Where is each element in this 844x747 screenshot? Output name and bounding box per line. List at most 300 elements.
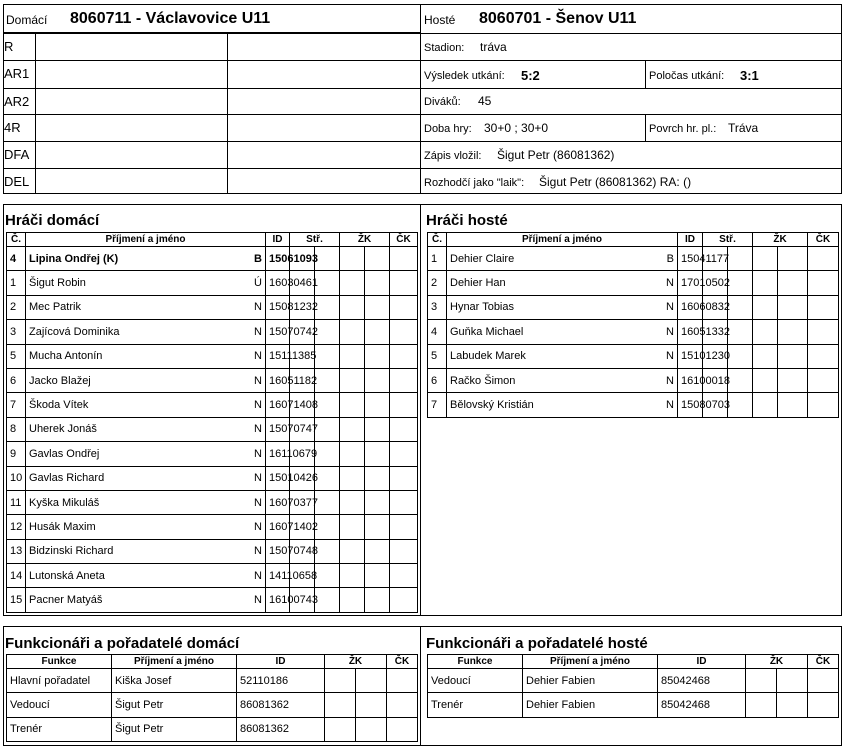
- player-flag: N: [189, 539, 266, 563]
- empty-cell: [340, 588, 365, 612]
- divider: [420, 60, 842, 61]
- empty-cell: [390, 344, 418, 368]
- empty-cell: [753, 393, 778, 417]
- player-id: 17010502: [678, 271, 703, 295]
- result-label: Výsledek utkání:: [424, 70, 505, 82]
- player-number: 4: [7, 247, 26, 271]
- player-flag: N: [189, 344, 266, 368]
- player-row: [7, 271, 418, 295]
- column-header: ŽK: [746, 655, 808, 669]
- player-id: 16100018: [678, 368, 703, 392]
- player-name: Gavlas Richard: [26, 466, 189, 490]
- empty-cell: [753, 295, 778, 319]
- player-id: 15070748: [266, 539, 290, 563]
- player-number: 5: [428, 344, 447, 368]
- empty-cell: [728, 393, 753, 417]
- empty-cell: [390, 539, 418, 563]
- column-header: ŽK: [753, 233, 808, 247]
- player-id: 15101230: [678, 344, 703, 368]
- player-number: 1: [7, 271, 26, 295]
- home-officials-table: [6, 654, 418, 742]
- player-number: 7: [7, 393, 26, 417]
- empty-cell: [390, 368, 418, 392]
- lay-referee-label: Rozhodčí jako "laik":: [424, 177, 525, 189]
- official-role-label: AR2: [4, 94, 30, 109]
- empty-cell: [365, 515, 390, 539]
- player-name: Uherek Jonáš: [26, 417, 189, 441]
- player-flag: N: [189, 564, 266, 588]
- away-players-table: [427, 232, 839, 418]
- player-name: Škoda Vítek: [26, 393, 189, 417]
- player-row: [428, 368, 839, 392]
- empty-cell: [315, 393, 340, 417]
- empty-cell: [315, 466, 340, 490]
- player-number: 14: [7, 564, 26, 588]
- entered-by-label: Zápis vložil:: [424, 150, 482, 162]
- away-label: Hosté: [424, 13, 456, 27]
- empty-cell: [753, 271, 778, 295]
- empty-cell: [340, 539, 365, 563]
- player-name: Lipina Ondřej (K): [26, 247, 189, 271]
- empty-cell: [365, 393, 390, 417]
- table-header-row: [7, 233, 418, 247]
- empty-cell: [753, 344, 778, 368]
- player-name: Dehier Han: [447, 271, 623, 295]
- official-row: [428, 693, 839, 717]
- column-header: Č.: [7, 233, 26, 247]
- player-number: 8: [7, 417, 26, 441]
- official-id: 52110186: [237, 669, 325, 693]
- empty-cell: [746, 669, 777, 693]
- empty-cell: [808, 320, 839, 344]
- player-number: 12: [7, 515, 26, 539]
- empty-cell: [390, 393, 418, 417]
- player-flag: B: [623, 247, 678, 271]
- home-players-table: [6, 232, 418, 613]
- empty-cell: [778, 344, 808, 368]
- empty-cell: [808, 368, 839, 392]
- player-row: [428, 271, 839, 295]
- column-header: ČK: [808, 233, 839, 247]
- player-name: Husák Maxim: [26, 515, 189, 539]
- empty-cell: [365, 247, 390, 271]
- player-name: Jacko Blažej: [26, 368, 189, 392]
- player-row: [7, 295, 418, 319]
- empty-cell: [390, 417, 418, 441]
- empty-cell: [340, 271, 365, 295]
- official-id: 86081362: [237, 693, 325, 717]
- lay-referee-value: Šigut Petr (86081362) RA: (): [539, 175, 692, 189]
- player-flag: N: [189, 490, 266, 514]
- empty-cell: [315, 320, 340, 344]
- player-name: Bělovský Kristián: [447, 393, 623, 417]
- player-name: Labudek Marek: [447, 344, 623, 368]
- home-label: Domácí: [6, 13, 48, 27]
- player-flag: N: [623, 393, 678, 417]
- empty-cell: [746, 693, 777, 717]
- player-flag: N: [623, 344, 678, 368]
- empty-cell: [777, 693, 808, 717]
- empty-cell: [753, 247, 778, 271]
- empty-cell: [325, 717, 356, 741]
- empty-cell: [778, 295, 808, 319]
- player-flag: N: [623, 368, 678, 392]
- empty-cell: [808, 693, 839, 717]
- empty-cell: [753, 320, 778, 344]
- player-name: Pacner Matyáš: [26, 588, 189, 612]
- player-number: 3: [428, 295, 447, 319]
- player-number: 2: [7, 295, 26, 319]
- official-row: [3, 168, 421, 194]
- official-role-label: DFA: [4, 147, 30, 162]
- player-row: [428, 247, 839, 271]
- player-number: 11: [7, 490, 26, 514]
- player-id: 16110679: [266, 442, 290, 466]
- empty-cell: [365, 442, 390, 466]
- empty-cell: [365, 539, 390, 563]
- empty-cell: [356, 669, 387, 693]
- player-flag: N: [623, 320, 678, 344]
- player-flag: N: [623, 271, 678, 295]
- player-name: Šigut Robin: [26, 271, 189, 295]
- column-header: Stř.: [703, 233, 753, 247]
- player-id: 16060832: [678, 295, 703, 319]
- player-flag: Ú: [189, 271, 266, 295]
- player-row: [7, 564, 418, 588]
- away-team-name: 8060701 - Šenov U11: [479, 10, 637, 27]
- player-flag: N: [189, 588, 266, 612]
- empty-cell: [365, 588, 390, 612]
- official-role: Trenér: [7, 717, 112, 741]
- player-row: [428, 295, 839, 319]
- stadium-value: tráva: [480, 40, 507, 54]
- official-role: Trenér: [428, 693, 523, 717]
- divider: [420, 88, 842, 89]
- player-flag: N: [189, 393, 266, 417]
- duration-label: Doba hry:: [424, 123, 472, 135]
- empty-cell: [728, 320, 753, 344]
- empty-cell: [365, 295, 390, 319]
- empty-cell: [365, 320, 390, 344]
- halftime-value: 3:1: [740, 68, 759, 83]
- surface-value: Tráva: [728, 121, 759, 135]
- empty-cell: [390, 295, 418, 319]
- player-row: [7, 393, 418, 417]
- empty-cell: [753, 368, 778, 392]
- player-name: Račko Šimon: [447, 368, 623, 392]
- table-header-row: [7, 655, 418, 669]
- empty-cell: [390, 490, 418, 514]
- empty-cell: [315, 247, 340, 271]
- player-number: 7: [428, 393, 447, 417]
- official-name: Kiška Josef: [112, 669, 237, 693]
- column-header: Funkce: [428, 655, 523, 669]
- empty-cell: [365, 417, 390, 441]
- empty-cell: [315, 295, 340, 319]
- official-row: [7, 693, 418, 717]
- player-number: 10: [7, 466, 26, 490]
- player-flag: N: [189, 466, 266, 490]
- official-row: [428, 669, 839, 693]
- player-id: 16100743: [266, 588, 290, 612]
- official-row: [3, 141, 421, 168]
- empty-cell: [340, 515, 365, 539]
- player-number: 6: [7, 368, 26, 392]
- player-number: 13: [7, 539, 26, 563]
- empty-cell: [387, 693, 418, 717]
- empty-cell: [315, 442, 340, 466]
- result-value: 5:2: [521, 68, 540, 83]
- player-flag: N: [189, 320, 266, 344]
- empty-cell: [340, 466, 365, 490]
- empty-cell: [315, 490, 340, 514]
- official-role-label: R: [4, 39, 14, 54]
- official-role-label: AR1: [4, 66, 30, 81]
- player-row: [7, 466, 418, 490]
- divider: [420, 168, 842, 169]
- empty-cell: [808, 669, 839, 693]
- player-flag: N: [189, 515, 266, 539]
- empty-cell: [340, 344, 365, 368]
- divider: [227, 33, 228, 194]
- empty-cell: [315, 417, 340, 441]
- empty-cell: [728, 344, 753, 368]
- entered-by-value: Šigut Petr (86081362): [497, 148, 615, 162]
- player-id: 16030461: [266, 271, 290, 295]
- empty-cell: [340, 564, 365, 588]
- player-row: [7, 490, 418, 514]
- empty-cell: [778, 368, 808, 392]
- player-id: 15010426: [266, 466, 290, 490]
- spectators-label: Diváků:: [424, 96, 461, 108]
- column-header: Příjmení a jméno: [447, 233, 678, 247]
- player-number: 15: [7, 588, 26, 612]
- empty-cell: [728, 271, 753, 295]
- stadium-label: Stadion:: [424, 42, 465, 54]
- table-header-row: [428, 655, 839, 669]
- official-id: 85042468: [658, 669, 746, 693]
- empty-cell: [778, 320, 808, 344]
- column-header: Příjmení a jméno: [523, 655, 658, 669]
- empty-cell: [365, 344, 390, 368]
- official-row: [3, 33, 421, 60]
- empty-cell: [325, 669, 356, 693]
- player-number: 4: [428, 320, 447, 344]
- empty-cell: [365, 368, 390, 392]
- player-number: 2: [428, 271, 447, 295]
- player-id: 15111385: [266, 344, 290, 368]
- home-team-name: 8060711 - Václavovice U11: [70, 10, 271, 27]
- player-id: 15061093: [266, 247, 290, 271]
- player-row: [7, 417, 418, 441]
- column-header: Stř.: [290, 233, 340, 247]
- player-name: Mec Patrik: [26, 295, 189, 319]
- empty-cell: [365, 466, 390, 490]
- empty-cell: [390, 247, 418, 271]
- away-officials-table: [427, 654, 839, 718]
- empty-cell: [778, 271, 808, 295]
- empty-cell: [778, 393, 808, 417]
- divider: [645, 114, 646, 141]
- empty-cell: [315, 368, 340, 392]
- empty-cell: [808, 247, 839, 271]
- empty-cell: [340, 490, 365, 514]
- official-row: [3, 114, 421, 141]
- table-header-row: [428, 233, 839, 247]
- empty-cell: [340, 295, 365, 319]
- player-flag: B: [189, 247, 266, 271]
- player-id: 15070742: [266, 320, 290, 344]
- player-id: 15081232: [266, 295, 290, 319]
- column-header: ID: [266, 233, 290, 247]
- player-name: Gavlas Ondřej: [26, 442, 189, 466]
- player-id: 15080703: [678, 393, 703, 417]
- official-role: Hlavní pořadatel: [7, 669, 112, 693]
- player-name: Guňka Michael: [447, 320, 623, 344]
- empty-cell: [365, 271, 390, 295]
- player-flag: N: [189, 295, 266, 319]
- official-row: [3, 88, 421, 114]
- player-name: Bidzinski Richard: [26, 539, 189, 563]
- player-row: [428, 393, 839, 417]
- official-name: Šigut Petr: [112, 717, 237, 741]
- player-row: [7, 442, 418, 466]
- player-name: Kyška Mikuláš: [26, 490, 189, 514]
- empty-cell: [340, 368, 365, 392]
- empty-cell: [808, 344, 839, 368]
- official-id: 86081362: [237, 717, 325, 741]
- official-row: [7, 717, 418, 741]
- divider: [420, 114, 842, 115]
- spectators-value: 45: [478, 94, 492, 108]
- empty-cell: [365, 490, 390, 514]
- official-name: Šigut Petr: [112, 693, 237, 717]
- empty-cell: [315, 515, 340, 539]
- empty-cell: [728, 295, 753, 319]
- empty-cell: [390, 442, 418, 466]
- empty-cell: [390, 588, 418, 612]
- empty-cell: [390, 515, 418, 539]
- player-number: 6: [428, 368, 447, 392]
- halftime-label: Poločas utkání:: [649, 70, 725, 82]
- official-role: Vedoucí: [428, 669, 523, 693]
- empty-cell: [390, 271, 418, 295]
- column-header: ID: [237, 655, 325, 669]
- player-flag: N: [189, 417, 266, 441]
- empty-cell: [387, 717, 418, 741]
- official-name: Dehier Fabien: [523, 669, 658, 693]
- player-name: Zajícová Dominika: [26, 320, 189, 344]
- empty-cell: [315, 344, 340, 368]
- home-players-title: Hráči domácí: [5, 212, 100, 229]
- column-header: Příjmení a jméno: [112, 655, 237, 669]
- column-header: Č.: [428, 233, 447, 247]
- official-id: 85042468: [658, 693, 746, 717]
- player-row: [428, 320, 839, 344]
- divider: [35, 33, 36, 194]
- empty-cell: [315, 539, 340, 563]
- empty-cell: [340, 247, 365, 271]
- player-row: [428, 344, 839, 368]
- player-id: 15070747: [266, 417, 290, 441]
- empty-cell: [315, 271, 340, 295]
- column-header: ID: [678, 233, 703, 247]
- player-id: 16071408: [266, 393, 290, 417]
- player-number: 9: [7, 442, 26, 466]
- player-name: Mucha Antonín: [26, 344, 189, 368]
- official-row: [3, 60, 421, 88]
- empty-cell: [356, 693, 387, 717]
- player-row: [7, 539, 418, 563]
- empty-cell: [778, 247, 808, 271]
- player-id: 16071402: [266, 515, 290, 539]
- player-id: 15041177: [678, 247, 703, 271]
- empty-cell: [340, 320, 365, 344]
- empty-cell: [777, 669, 808, 693]
- player-flag: N: [189, 442, 266, 466]
- column-header: ČK: [390, 233, 418, 247]
- official-role: Vedoucí: [7, 693, 112, 717]
- player-row: [7, 515, 418, 539]
- column-header: Příjmení a jméno: [26, 233, 266, 247]
- divider: [420, 33, 842, 34]
- player-row: [7, 247, 418, 271]
- empty-cell: [340, 417, 365, 441]
- column-header: ČK: [808, 655, 839, 669]
- duration-value: 30+0 ; 30+0: [484, 121, 549, 135]
- empty-cell: [325, 693, 356, 717]
- empty-cell: [315, 564, 340, 588]
- divider: [645, 60, 646, 88]
- empty-cell: [728, 247, 753, 271]
- player-flag: N: [189, 368, 266, 392]
- player-row: [7, 344, 418, 368]
- player-number: 5: [7, 344, 26, 368]
- empty-cell: [728, 368, 753, 392]
- player-row: [7, 320, 418, 344]
- divider: [420, 141, 842, 142]
- empty-cell: [808, 295, 839, 319]
- player-name: Hynar Tobias: [447, 295, 623, 319]
- player-number: 1: [428, 247, 447, 271]
- away-officials-title: Funkcionáři a pořadatelé hosté: [426, 635, 648, 652]
- column-header: ŽK: [340, 233, 390, 247]
- empty-cell: [356, 717, 387, 741]
- home-officials-title: Funkcionáři a pořadatelé domácí: [5, 635, 240, 652]
- official-row: [7, 669, 418, 693]
- player-row: [7, 368, 418, 392]
- column-header: ČK: [387, 655, 418, 669]
- empty-cell: [365, 564, 390, 588]
- surface-label: Povrch hr. pl.:: [649, 123, 717, 135]
- empty-cell: [390, 564, 418, 588]
- empty-cell: [808, 393, 839, 417]
- column-header: ŽK: [325, 655, 387, 669]
- official-role-label: DEL: [4, 174, 30, 189]
- player-id: 16051332: [678, 320, 703, 344]
- column-header: Funkce: [7, 655, 112, 669]
- empty-cell: [340, 442, 365, 466]
- player-name: Dehier Claire: [447, 247, 623, 271]
- empty-cell: [315, 588, 340, 612]
- empty-cell: [390, 466, 418, 490]
- column-header: ID: [658, 655, 746, 669]
- player-flag: N: [623, 295, 678, 319]
- official-name: Dehier Fabien: [523, 693, 658, 717]
- player-name: Lutonská Aneta: [26, 564, 189, 588]
- away-players-title: Hráči hosté: [426, 212, 508, 229]
- player-id: 14110658: [266, 564, 290, 588]
